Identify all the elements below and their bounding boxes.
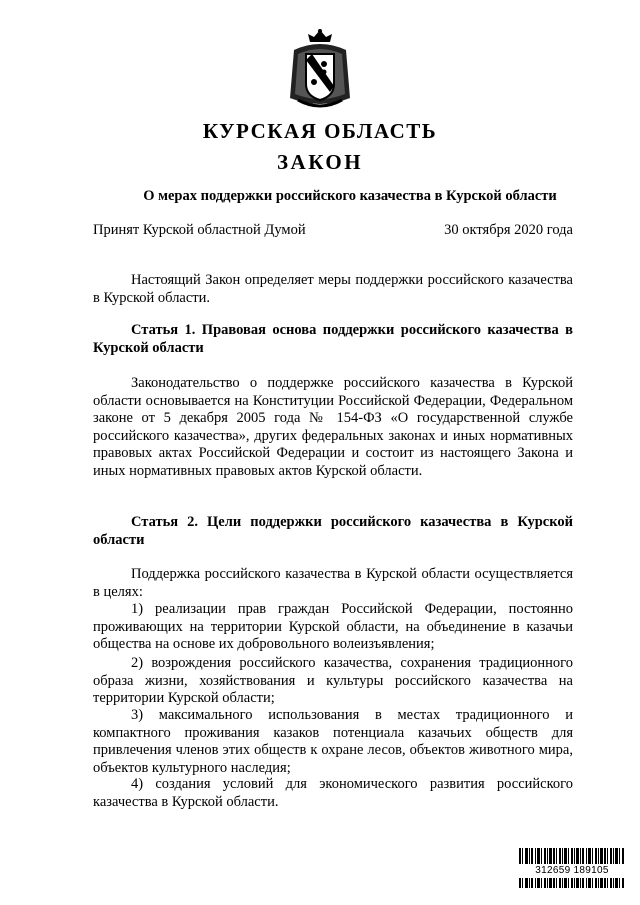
list-item: 3) максимального использования в местах традиционного и компактного проживания казаков потенциала казачьих обществ для привлечения членов этих обществ к охране лесов, объектов животного мира, объектов культурного наследия; [93, 707, 573, 776]
adoption-date: 30 октября 2020 года [444, 222, 573, 238]
barcode-number: 312659 189105 [519, 864, 625, 878]
list-item: 2) возрождения российского казачества, сохранения традиционного образа жизни, хозяйствования и культуры российского казачества на территории Курской области; [93, 655, 573, 707]
list-item: 1) реализации прав граждан Российской Федерации, постоянно проживающих на территории Курской области, на объединение в казачьи общества на основе их добровольного волеизъявления; [93, 601, 573, 653]
article-1-heading: Статья 1. Правовая основа поддержки российского казачества в Курской области [93, 322, 573, 356]
article-2-lead: Поддержка российского казачества в Курской области осуществляется в целях: [93, 566, 573, 600]
list-item: 4) создания условий для экономического развития российского казачества в Курской области. [93, 776, 573, 810]
coat-of-arms-icon [284, 28, 356, 112]
article-2-heading: Статья 2. Цели поддержки российского казачества в Курской области [93, 514, 573, 548]
adoption-body: Принят Курской областной Думой [93, 222, 306, 238]
law-subject: О мерах поддержки российского казачества в Курской области [143, 188, 557, 204]
document-type: ЗАКОН [276, 150, 364, 174]
intro-paragraph: Настоящий Закон определяет меры поддержки российского казачества в Курской области. [93, 272, 573, 306]
article-1-text: Законодательство о поддержке российского казачества в Курской области основывается на Конституции Российской Федерации, Федеральном законе от 5 декабря 2005 года № 154-ФЗ «О государственной службе российского казачества», других федеральных законах и иных нормативных правовых актах Российской Федерации и состоит из настоящего Закона и иных нормативных правовых актов Курской области. [93, 375, 573, 479]
region-title: КУРСКАЯ ОБЛАСТЬ [202, 119, 438, 143]
